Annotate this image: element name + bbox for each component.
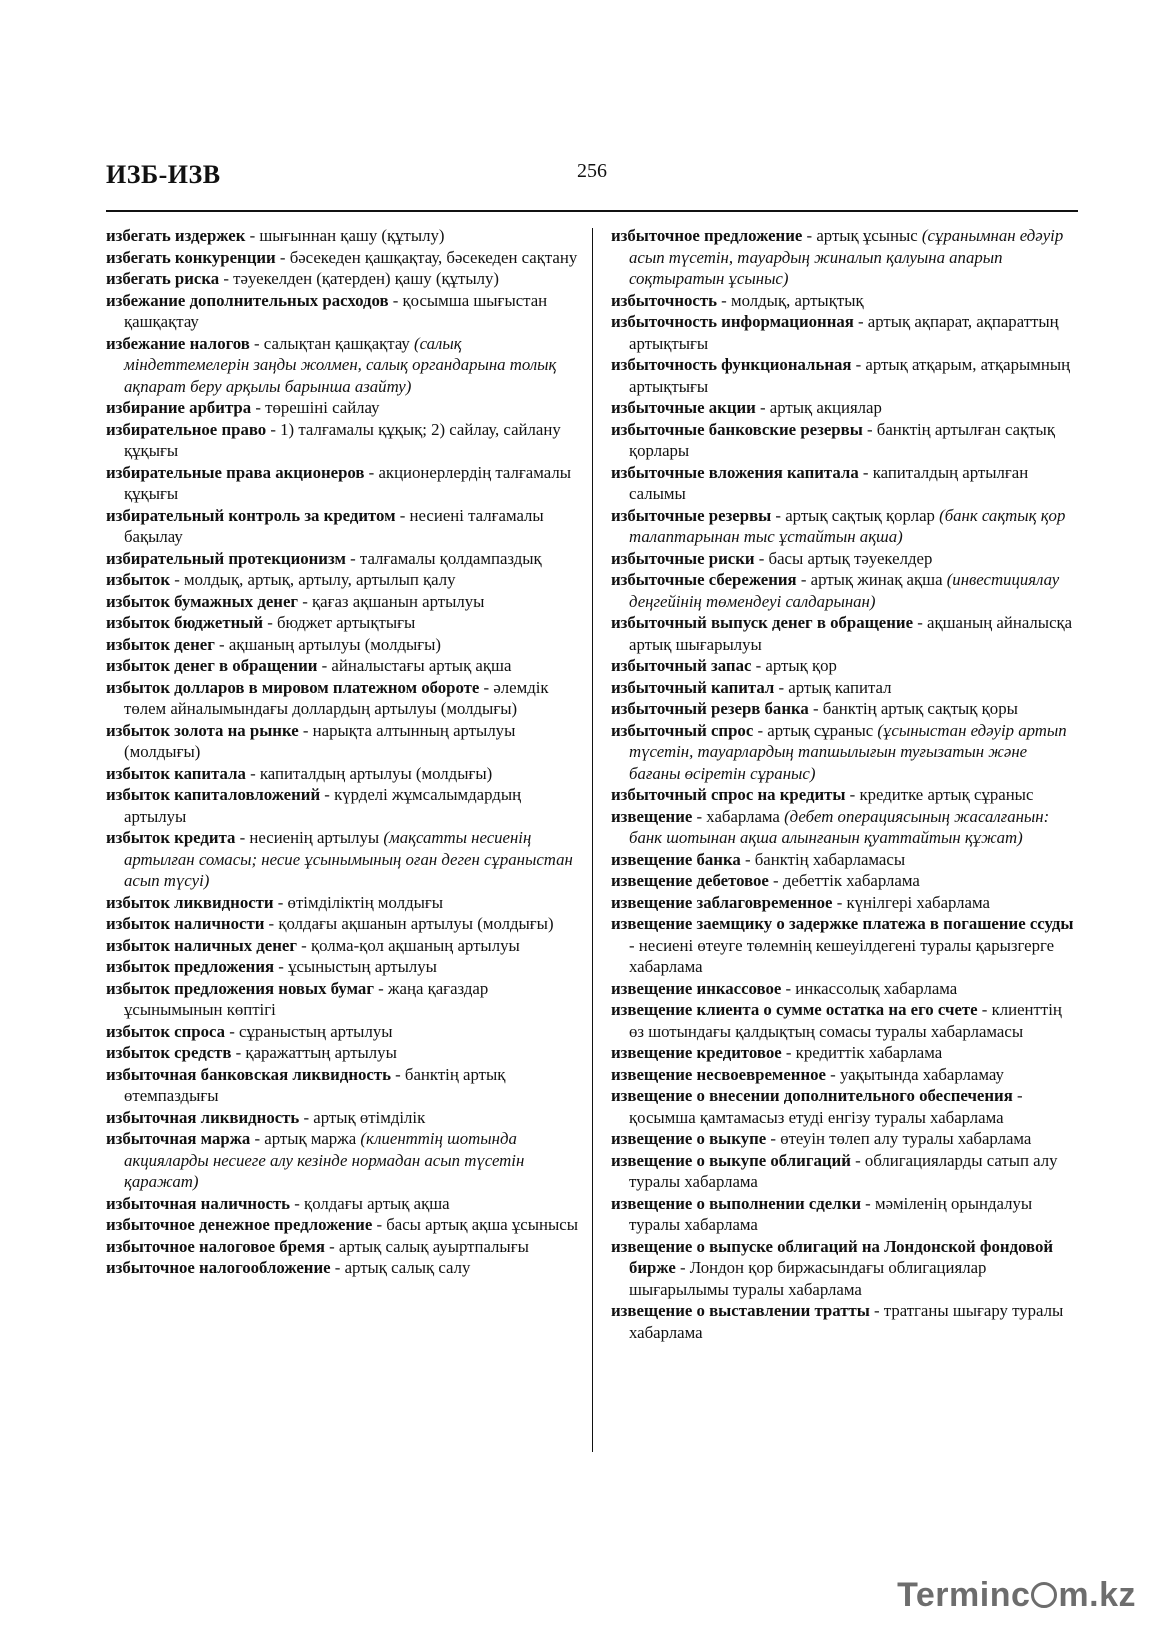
entry-term: избыточный спрос — [611, 720, 754, 740]
entry-definition: - нарықта алтынның артылуы (молдығы) — [124, 720, 516, 761]
entry-term: избыток — [106, 570, 170, 589]
entry-definition: - жаңа қағаздар ұсынымынын көптігі — [124, 978, 489, 1019]
entry-term: избирательное право — [106, 419, 267, 439]
left-column — [106, 225, 578, 1279]
entry-definition: - артық қор — [751, 656, 837, 675]
entry-term: извещение банка — [611, 849, 741, 869]
entry-definition: - басы артық тәуекелдер — [754, 548, 933, 568]
dictionary-entry — [611, 978, 1081, 1000]
entry-definition: - өтеуін төлеп алу туралы хабарлама — [766, 1129, 1032, 1148]
dictionary-entry — [106, 462, 578, 505]
section-heading: ИЗБ-ИЗВ — [106, 160, 221, 189]
entry-definition: - артық сақтық қорлар — [771, 505, 940, 525]
entry-term: избыток наличных денег — [106, 935, 297, 955]
dictionary-entry — [106, 548, 578, 570]
dictionary-entry — [611, 1193, 1081, 1236]
entry-term: извещение о выставлении тратты — [611, 1301, 870, 1320]
column-divider — [592, 228, 593, 1452]
entry-term: извещение о выкупе облигаций — [611, 1150, 851, 1170]
entry-definition: - бәсекеден қашқақтау, бәсекеден сақтану — [275, 247, 578, 267]
dictionary-entry — [611, 419, 1081, 462]
dictionary-entry — [611, 1085, 1081, 1128]
dictionary-entry — [611, 612, 1081, 655]
dictionary-entry — [611, 1300, 1081, 1343]
entry-term: избыток предложения — [106, 957, 275, 976]
entry-term: избыточная банковская ликвидность — [106, 1064, 391, 1084]
entry-definition: - қағаз ақшанын артылуы — [298, 591, 485, 611]
dictionary-entry — [106, 505, 578, 548]
entry-term: избыток денег в обращении — [106, 656, 318, 675]
entry-term: избыточный выпуск денег в обращение — [611, 613, 914, 632]
entry-term: извещение заемщику о задержке платежа в погашение ссуды — [611, 914, 1074, 933]
watermark-prefix: Termin — [897, 1576, 1011, 1614]
entry-note: (банк сақтық қор талаптарынан тыс ұстайтын ақша) — [629, 505, 1066, 546]
site-watermark-logo — [897, 1576, 1136, 1615]
entry-term: извещение заблаговременное — [611, 892, 833, 912]
entry-definition: - артық ұсыныс — [802, 226, 922, 245]
entry-term: извещение о внесении дополнительного обеспечения — [611, 1086, 1013, 1105]
entry-definition: - ақшаның айналысқа артық шығарылуы — [629, 613, 1073, 654]
entry-term: избыточный запас — [611, 656, 752, 675]
dictionary-entry — [106, 655, 578, 677]
entry-definition: - уақытында хабарламау — [825, 1064, 1004, 1084]
dictionary-entry — [106, 612, 578, 634]
entry-term: избыток золота на рынке — [106, 720, 299, 740]
entry-term: извещение о выпуске облигаций на Лондонской фондовой бирже — [611, 1236, 1054, 1277]
dictionary-entry — [611, 290, 1081, 312]
entry-definition: - қосымша қамтамасыз етуді енгізу туралы хабарлама — [629, 1086, 1023, 1127]
entry-term: избыточные вложения капитала — [611, 462, 859, 482]
dictionary-entry — [611, 677, 1081, 699]
dictionary-entry — [106, 827, 578, 892]
entry-definition: - артық жинақ ақша — [796, 570, 947, 589]
dictionary-entry — [611, 354, 1081, 397]
entry-definition: - талғамалы қолдампаздық — [345, 548, 542, 568]
dictionary-entry — [611, 225, 1081, 290]
entry-definition: - қаражаттың артылуы — [231, 1043, 397, 1062]
entry-term: избыток капиталовложений — [106, 785, 321, 804]
dictionary-entry — [611, 1128, 1081, 1150]
entry-term: избыток спроса — [106, 1021, 226, 1041]
page-number: 256 — [577, 160, 607, 182]
dictionary-entry — [611, 311, 1081, 354]
dictionary-entry — [106, 569, 578, 591]
entry-definition: - молдық, артықтық — [716, 290, 864, 310]
dictionary-entry — [611, 870, 1081, 892]
entry-note: (ұсыныстан едәуір артып түсетін, тауарлардың тапшылығын туғызатын және бағаны өсіретін сұраныс) — [629, 720, 1067, 783]
watermark-letter-c: c — [1010, 1576, 1031, 1614]
entry-term: избегать конкуренции — [106, 247, 276, 267]
entry-definition: - қосымша шығыстан қашқақтау — [124, 290, 548, 331]
entry-term: избегать риска — [106, 269, 220, 288]
entry-term: избыточная наличность — [106, 1193, 291, 1213]
entry-definition: - несиені талғамалы бақылау — [124, 505, 544, 546]
entry-definition: - төрешіні сайлау — [251, 398, 380, 417]
dictionary-entry — [106, 892, 578, 914]
entry-definition: - артық капитал — [774, 677, 892, 697]
entry-definition: - артық салық ауыртпалығы — [324, 1236, 529, 1256]
entry-definition: - банктің артық өтемпаздығы — [124, 1064, 506, 1105]
dictionary-entry — [611, 655, 1081, 677]
entry-term: извещение дебетовое — [611, 871, 769, 890]
entry-definition: - несиенің артылуы — [235, 828, 384, 847]
dictionary-entry — [106, 1236, 578, 1258]
dictionary-entry — [611, 1064, 1081, 1086]
watermark-o-ring-icon — [1031, 1582, 1057, 1608]
right-column — [611, 225, 1081, 1343]
dictionary-entry — [106, 247, 578, 269]
dictionary-entry — [106, 720, 578, 763]
entry-term: извещение несвоевременное — [611, 1064, 826, 1084]
dictionary-entry — [611, 913, 1081, 978]
entry-term: извещение о выполнении сделки — [611, 1193, 861, 1213]
dictionary-entry — [106, 1042, 578, 1064]
dictionary-entry — [611, 892, 1081, 914]
entry-term: избыток капитала — [106, 763, 246, 783]
dictionary-entry — [106, 268, 578, 290]
entry-definition: - инкассолық хабарлама — [781, 978, 958, 998]
dictionary-entry — [106, 1214, 578, 1236]
entry-term: избыточность функциональная — [611, 355, 852, 374]
entry-definition: - артық маржа — [250, 1129, 361, 1148]
entry-definition: - қолма-қол ақшаның артылуы — [296, 935, 520, 955]
dictionary-entry — [106, 978, 578, 1021]
entry-term: избежание дополнительных расходов — [106, 290, 389, 310]
dictionary-entry — [611, 698, 1081, 720]
entry-definition: - ақшаның артылуы (молдығы) — [214, 634, 442, 654]
entry-term: избыток денег — [106, 634, 215, 654]
entry-definition: - күрделі жұмсалымдардың артылуы — [124, 785, 522, 826]
entry-definition: - акционерлердің талғамалы құқығы — [124, 462, 571, 503]
dictionary-entry — [106, 913, 578, 935]
entry-definition: - сұраныстың артылуы — [225, 1021, 393, 1041]
entry-definition: - артық ақпарат, ақпараттың артықтығы — [629, 312, 1059, 353]
entry-definition: - тратганы шығару туралы хабарлама — [629, 1301, 1064, 1342]
entry-term: избирательные права акционеров — [106, 462, 365, 482]
dictionary-entry — [106, 1257, 578, 1279]
entry-definition: - айналыстағы артық ақша — [317, 656, 512, 675]
dictionary-entry — [611, 806, 1081, 849]
entry-definition: - кредитке артық сұраныс — [845, 785, 1034, 804]
entry-note: (клиенттің шотында акцияларды несиеге алу кезінде нормадан асып түсетін қаражат) — [124, 1129, 525, 1191]
entry-term: избежание налогов — [106, 333, 250, 353]
entry-term: избыток предложения новых бумаг — [106, 978, 374, 998]
entry-term: избыточное денежное предложение — [106, 1215, 373, 1234]
entry-term: избыточные риски — [611, 548, 755, 568]
entry-definition: - тәуекелден (қатерден) қашу (құтылу) — [219, 269, 499, 288]
entry-term: избыточное предложение — [611, 226, 803, 245]
dictionary-entry — [106, 763, 578, 785]
dictionary-entry — [611, 548, 1081, 570]
entry-term: избирательный протекционизм — [106, 548, 346, 568]
entry-term: избыточные сбережения — [611, 570, 797, 589]
page-header — [106, 156, 1078, 206]
entry-definition: - артық акциялар — [755, 398, 882, 417]
entry-definition: - капиталдың артылуы (молдығы) — [245, 763, 493, 783]
entry-term: избыток кредита — [106, 828, 236, 847]
entry-definition: - клиенттің өз шотындағы қалдықтың сомасы туралы хабарламасы — [629, 1000, 1062, 1041]
dictionary-entry — [611, 1042, 1081, 1064]
entry-term: избыток долларов в мировом платежном обороте — [106, 677, 480, 697]
entry-term: избыточное налоговое бремя — [106, 1236, 325, 1256]
entry-definition: - артық сұраныс — [753, 720, 878, 740]
entry-term: избыток бумажных денег — [106, 591, 299, 611]
entry-term: избыточные банковские резервы — [611, 419, 863, 439]
entry-note: (салық міндеттемелерін заңды жолмен, салық органдарына толық ақпарат беру арқылы барынша азайту) — [124, 333, 557, 396]
entry-definition: - дебеттік хабарлама — [768, 871, 920, 890]
dictionary-entry — [611, 784, 1081, 806]
entry-term: избирательный контроль за кредитом — [106, 505, 396, 525]
dictionary-entry — [611, 505, 1081, 548]
entry-term: избыточные акции — [611, 398, 756, 417]
dictionary-entry — [106, 397, 578, 419]
dictionary-entry — [106, 419, 578, 462]
dictionary-entry — [106, 1064, 578, 1107]
dictionary-entry — [611, 569, 1081, 612]
entry-definition: - артық атқарым, атқарымның артықтығы — [629, 355, 1071, 396]
entry-term: извещение клиента о сумме остатка на его счете — [611, 1000, 978, 1019]
entry-term: избыток бюджетный — [106, 613, 264, 632]
entry-definition: - несиені өтеуге төлемнің кешеуілдегені туралы қарызгерге хабарлама — [629, 935, 1055, 976]
entry-definition: - артық салық салу — [330, 1258, 471, 1277]
entry-term: избыточность информационная — [611, 312, 854, 331]
dictionary-entry — [106, 1021, 578, 1043]
entry-definition: - хабарлама — [692, 806, 785, 826]
dictionary-entry — [106, 677, 578, 720]
entry-term: избыточная ликвидность — [106, 1107, 300, 1127]
entry-definition: - кредиттік хабарлама — [781, 1043, 943, 1062]
dictionary-entry — [611, 999, 1081, 1042]
entry-term: извещение кредитовое — [611, 1043, 782, 1062]
entry-term: избыточное налогообложение — [106, 1258, 331, 1277]
dictionary-entry — [106, 784, 578, 827]
dictionary-entry — [611, 397, 1081, 419]
entry-term: избыточный спрос на кредиты — [611, 785, 846, 804]
entry-term: извещение инкассовое — [611, 978, 782, 998]
entry-term: избыток средств — [106, 1043, 232, 1062]
entry-term: избыточность — [611, 290, 717, 310]
dictionary-entry — [106, 333, 578, 398]
entry-term: избыточный капитал — [611, 677, 775, 697]
dictionary-entry — [106, 634, 578, 656]
dictionary-entry — [106, 1193, 578, 1215]
entry-term: избыточные резервы — [611, 505, 772, 525]
dictionary-entry — [611, 1236, 1081, 1301]
entry-definition: - қолдағы артық ақша — [290, 1193, 450, 1213]
entry-note: (дебет операциясының жасалғанын: банк шотынан ақша алынғанын қуаттайтын құжат) — [629, 806, 1050, 847]
entry-term: избегать издержек — [106, 226, 246, 245]
dictionary-entry — [106, 290, 578, 333]
dictionary-entry — [611, 849, 1081, 871]
dictionary-entry — [611, 462, 1081, 505]
entry-note: (инвестициялау деңгейінің төмендеуі салдарынан) — [629, 570, 1060, 611]
entry-definition: - әлемдік төлем айналымындағы доллардың артылуы (молдығы) — [124, 677, 549, 718]
entry-definition: - басы артық ақша ұсынысы — [372, 1215, 578, 1234]
entry-term: извещение о выкупе — [611, 1129, 767, 1148]
dictionary-entry — [106, 956, 578, 978]
dictionary-entry — [106, 591, 578, 613]
dictionary-entry — [106, 1128, 578, 1193]
entry-term: избыток наличности — [106, 914, 265, 933]
entry-term: избирание арбитра — [106, 398, 252, 417]
entry-note: (мақсатты несиенің артылған сомасы; несие ұсынымының оған деген сұраныстан асып түсуі) — [124, 828, 573, 890]
watermark-suffix: m.kz — [1058, 1576, 1136, 1614]
entry-definition: - салықтан қашқақтау — [249, 333, 415, 353]
entry-term: избыточная маржа — [106, 1129, 251, 1148]
entry-term: избыточный резерв банка — [611, 699, 809, 718]
dictionary-entry — [611, 1150, 1081, 1193]
dictionary-entry — [106, 1107, 578, 1129]
entry-term: избыток ликвидности — [106, 892, 274, 912]
entry-definition: - капиталдың артылған салымы — [629, 462, 1029, 503]
dictionary-entry — [106, 935, 578, 957]
entry-definition: - шығыннан қашу (құтылу) — [245, 226, 445, 245]
entry-definition: - облигацияларды сатып алу туралы хабарлама — [629, 1150, 1058, 1191]
entry-definition: - бюджет артықтығы — [263, 613, 416, 632]
entry-definition: - ұсыныстың артылуы — [274, 957, 437, 976]
entry-note: (сұранымнан едәуір асып түсетін, тауардың жиналып қалуына апарып соқтыратын ұсыныс) — [629, 226, 1064, 288]
entry-definition: - өтімділіктің молдығы — [273, 892, 444, 912]
entry-definition: - молдық, артық, артылу, артылып қалу — [170, 570, 456, 589]
entry-definition: - қолдағы ақшанын артылуы (молдығы) — [264, 914, 554, 933]
header-rule — [106, 210, 1078, 212]
dictionary-entry — [106, 225, 578, 247]
entry-definition: - 1) талғамалы құқық; 2) сайлау, сайлану құқығы — [124, 419, 561, 460]
entry-definition: - күнілгері хабарлама — [832, 892, 990, 912]
entry-definition: - банктің артылған сақтық қорлары — [629, 419, 1055, 460]
entry-definition: - мәміленің орындалуы туралы хабарлама — [629, 1193, 1033, 1234]
dictionary-entry — [611, 720, 1081, 785]
entry-term: извещение — [611, 806, 693, 826]
entry-definition: - банктің артық сақтық қоры — [808, 699, 1018, 718]
entry-definition: - Лондон қор биржасындағы облигациялар шығарылымы туралы хабарлама — [629, 1258, 987, 1299]
entry-definition: - артық өтімділік — [299, 1107, 426, 1127]
entry-definition: - банктің хабарламасы — [740, 849, 906, 869]
